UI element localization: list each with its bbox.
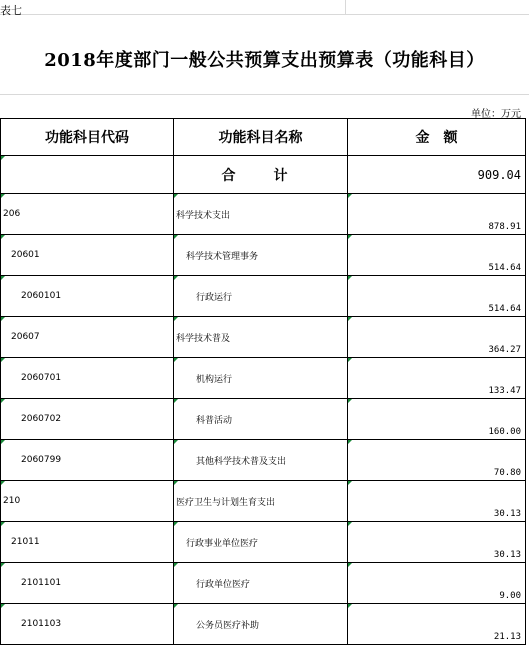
comment-indicator-icon [1,563,5,567]
row-amount-text: 514.64 [488,263,521,273]
row-amount[interactable] [348,317,526,358]
row-code-text: 20607 [11,332,40,342]
row-code-text: 2060101 [21,291,62,301]
row-amount[interactable] [348,358,526,399]
comment-indicator-icon [348,317,352,321]
row-name[interactable] [174,522,348,563]
row-name-text: 科学技术普及 [176,333,231,344]
comment-indicator-icon [1,235,5,239]
row-code[interactable] [1,194,174,235]
table-row [1,194,526,235]
row-amount-text: 160.00 [488,427,521,437]
row-name-text: 行政运行 [196,292,233,303]
comment-indicator-icon [174,481,178,485]
budget-table [0,118,526,645]
header-row [1,119,526,156]
table-row [1,317,526,358]
row-code[interactable] [1,317,174,358]
table-row [1,522,526,563]
comment-indicator-icon [174,522,178,526]
total-code-cell[interactable] [1,156,174,194]
row-amount[interactable] [348,276,526,317]
row-name-text: 科学技术管理事务 [186,251,259,262]
unit-label: 单位：万元 [471,109,521,120]
sheet-gridline-title [0,94,529,95]
table-row [1,481,526,522]
row-amount[interactable] [348,235,526,276]
row-name[interactable] [174,563,348,604]
comment-indicator-icon [1,481,5,485]
table-row [1,399,526,440]
row-name-text: 科学技术支出 [176,210,231,221]
row-code[interactable] [1,276,174,317]
row-code-text: 2101101 [21,578,62,588]
row-name[interactable] [174,358,348,399]
row-amount-text: 364.27 [488,345,521,355]
comment-indicator-icon [1,358,5,362]
row-name-text: 医疗卫生与计划生育支出 [176,497,276,508]
comment-indicator-icon [1,604,5,608]
table-row [1,358,526,399]
row-amount-text: 9.00 [499,591,521,601]
row-amount-text: 70.80 [493,468,521,478]
comment-indicator-icon [348,399,352,403]
comment-indicator-icon [1,399,5,403]
comment-indicator-icon [348,276,352,280]
comment-indicator-icon [174,194,178,198]
row-code-text: 2060702 [21,414,62,424]
row-code-text: 2060799 [21,455,62,465]
row-amount-text: 30.13 [493,509,521,519]
row-amount[interactable] [348,399,526,440]
row-code-text: 2060701 [21,373,62,383]
row-name[interactable] [174,194,348,235]
comment-indicator-icon [174,563,178,567]
total-row [1,156,526,194]
comment-indicator-icon [348,522,352,526]
row-code-text: 21011 [11,537,40,547]
comment-indicator-icon [174,276,178,280]
header-amount: 金 额 [348,119,526,156]
row-code-text: 20601 [11,250,40,260]
row-name-text: 机构运行 [196,374,233,385]
comment-indicator-icon [1,156,5,160]
comment-indicator-icon [1,522,5,526]
comment-indicator-icon [348,194,352,198]
row-name-text: 行政单位医疗 [196,579,251,590]
row-amount-text: 133.47 [488,386,521,396]
row-amount-text: 21.13 [493,632,521,642]
row-name[interactable] [174,317,348,358]
row-name[interactable] [174,399,348,440]
comment-indicator-icon [348,481,352,485]
total-amount[interactable]: 909.04 [348,156,526,194]
row-amount-text: 878.91 [488,222,521,232]
header-name: 功能科目名称 [174,119,348,156]
comment-indicator-icon [1,317,5,321]
row-name-text: 公务员医疗补助 [196,620,260,631]
row-code[interactable] [1,399,174,440]
comment-indicator-icon [348,604,352,608]
row-name-text: 行政事业单位医疗 [186,538,259,549]
sheet-gridline-top [0,14,529,15]
comment-indicator-icon [174,440,178,444]
row-name[interactable] [174,235,348,276]
table-row [1,440,526,481]
comment-indicator-icon [348,358,352,362]
row-name[interactable] [174,440,348,481]
row-code[interactable] [1,440,174,481]
comment-indicator-icon [348,563,352,567]
comment-indicator-icon [348,440,352,444]
table-row [1,563,526,604]
table-row [1,235,526,276]
page-title: 2018年度部门一般公共预算支出预算表（功能科目） [44,50,485,71]
row-code[interactable] [1,481,174,522]
sheet-label: 表七 [0,4,22,17]
row-code[interactable] [1,358,174,399]
row-code-text: 210 [3,496,21,506]
row-name[interactable] [174,276,348,317]
row-name[interactable] [174,481,348,522]
table-row [1,276,526,317]
row-code-text: 2101103 [21,619,62,629]
row-amount[interactable] [348,481,526,522]
row-amount[interactable] [348,522,526,563]
comment-indicator-icon [174,604,178,608]
row-amount-text: 514.64 [488,304,521,314]
comment-indicator-icon [348,235,352,239]
comment-indicator-icon [1,440,5,444]
row-code[interactable] [1,235,174,276]
row-name-text: 其他科学技术普及支出 [196,456,287,467]
comment-indicator-icon [174,358,178,362]
row-code-text: 206 [3,209,21,219]
comment-indicator-icon [1,276,5,280]
header-code: 功能科目代码 [1,119,174,156]
comment-indicator-icon [174,317,178,321]
row-amount[interactable] [348,194,526,235]
total-label[interactable]: 合 计 [174,156,348,194]
sheet-gridline-vertical [345,0,346,15]
comment-indicator-icon [1,194,5,198]
row-amount[interactable] [348,440,526,481]
row-name-text: 科普活动 [196,415,233,426]
row-code[interactable] [1,563,174,604]
row-amount-text: 30.13 [493,550,521,560]
row-code[interactable] [1,522,174,563]
comment-indicator-icon [174,399,178,403]
row-amount[interactable] [348,563,526,604]
comment-indicator-icon [174,235,178,239]
